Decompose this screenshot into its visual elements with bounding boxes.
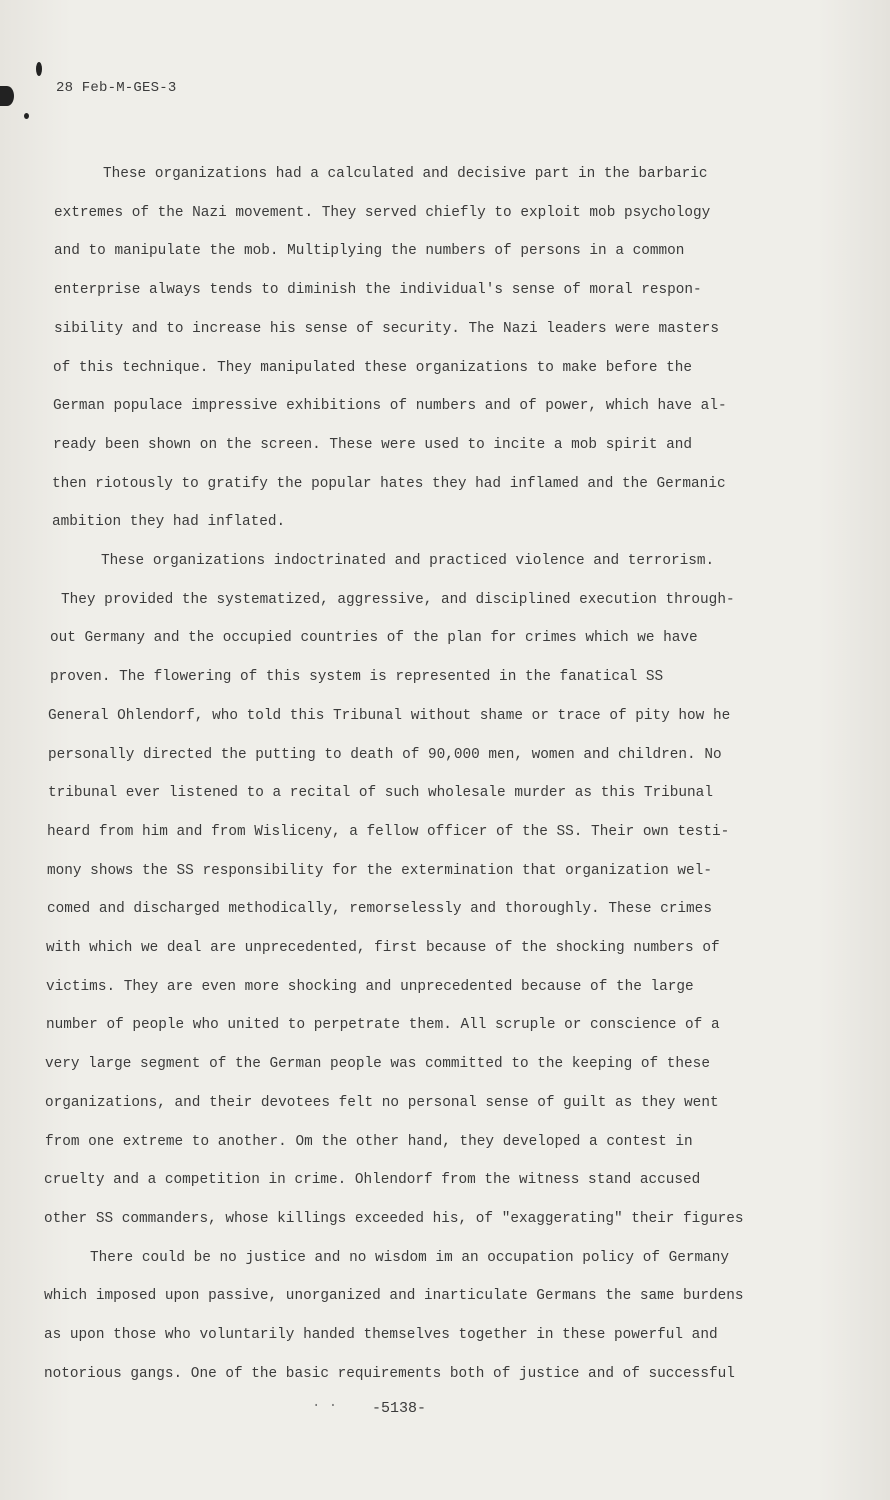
text-line: sibility and to increase his sense of security. The Nazi leaders were masters <box>54 320 719 337</box>
text-line: out Germany and the occupied countries of the plan for crimes which we have <box>50 630 698 647</box>
text-line: extremes of the Nazi movement. They served chiefly to exploit mob psychology <box>54 204 711 221</box>
text-line: ambition they had inflated. <box>52 514 286 531</box>
footer-dots: · · <box>312 1398 338 1414</box>
punch-hole-mark <box>36 62 42 76</box>
text-line: victims. They are even more shocking and unprecedented because of the large <box>46 978 694 995</box>
text-line: enterprise always tends to diminish the individual's sense of moral respon- <box>54 282 702 299</box>
text-line: These organizations had a calculated and decisive part in the barbaric <box>103 166 708 182</box>
text-line: ready been shown on the screen. These were used to incite a mob spirit and <box>53 436 693 453</box>
text-line: They provided the systematized, aggressive, and disciplined execution through- <box>61 591 735 608</box>
text-line: as upon those who voluntarily handed themselves together in these powerful and <box>44 1327 718 1344</box>
punch-hole-mark <box>24 113 29 119</box>
text-line: comed and discharged methodically, remorselessly and thoroughly. These crimes <box>47 901 712 918</box>
text-line: and to manipulate the mob. Multiplying the numbers of persons in a common <box>54 243 685 260</box>
paragraph-2 <box>44 542 834 1239</box>
text-line: with which we deal are unprecedented, first because of the shocking numbers of <box>46 940 720 957</box>
paragraph-3 <box>44 1239 834 1394</box>
text-line: cruelty and a competition in crime. Ohlendorf from the witness stand accused <box>44 1172 701 1189</box>
text-line: other SS commanders, whose killings exceeded his, of "exaggerating" their figures <box>44 1210 744 1227</box>
text-line: German populace impressive exhibitions of numbers and of power, which have al- <box>53 398 727 415</box>
text-line: which imposed upon passive, unorganized and inarticulate Germans the same burdens <box>44 1288 744 1305</box>
text-line: heard from him and from Wisliceny, a fellow officer of the SS. Their own testi- <box>47 823 730 840</box>
text-line: proven. The flowering of this system is represented in the fanatical SS <box>50 669 664 686</box>
text-line: These organizations indoctrinated and practiced violence and terrorism. <box>101 553 715 570</box>
text-line: personally directed the putting to death of 90,000 men, women and children. No <box>48 746 722 763</box>
text-line: notorious gangs. One of the basic requirements both of justice and of successful <box>44 1365 735 1382</box>
text-line: organizations, and their devotees felt no personal sense of guilt as they went <box>45 1094 719 1111</box>
body-text <box>44 155 834 1394</box>
text-line: of this technique. They manipulated these organizations to make before the <box>53 359 693 376</box>
text-line: mony shows the SS responsibility for the extermination that organization wel- <box>47 862 712 879</box>
document-reference: 28 Feb-M-GES-3 <box>56 80 177 96</box>
page-number: -5138- <box>372 1400 427 1417</box>
text-line: There could be no justice and no wisdom im an occupation policy of Germany <box>90 1249 730 1266</box>
binding-mark <box>0 86 14 106</box>
text-line: from one extreme to another. Om the other hand, they developed a contest in <box>45 1133 693 1150</box>
text-line: very large segment of the German people was committed to the keeping of these <box>45 1056 710 1073</box>
text-line: General Ohlendorf, who told this Tribunal without shame or trace of pity how he <box>48 707 731 724</box>
text-line: tribunal ever listened to a recital of such wholesale murder as this Tribunal <box>48 785 713 802</box>
text-line: then riotously to gratify the popular hates they had inflamed and the Germanic <box>52 475 726 492</box>
paragraph-1 <box>44 155 834 542</box>
text-line: number of people who united to perpetrate them. All scruple or conscience of a <box>46 1017 720 1034</box>
